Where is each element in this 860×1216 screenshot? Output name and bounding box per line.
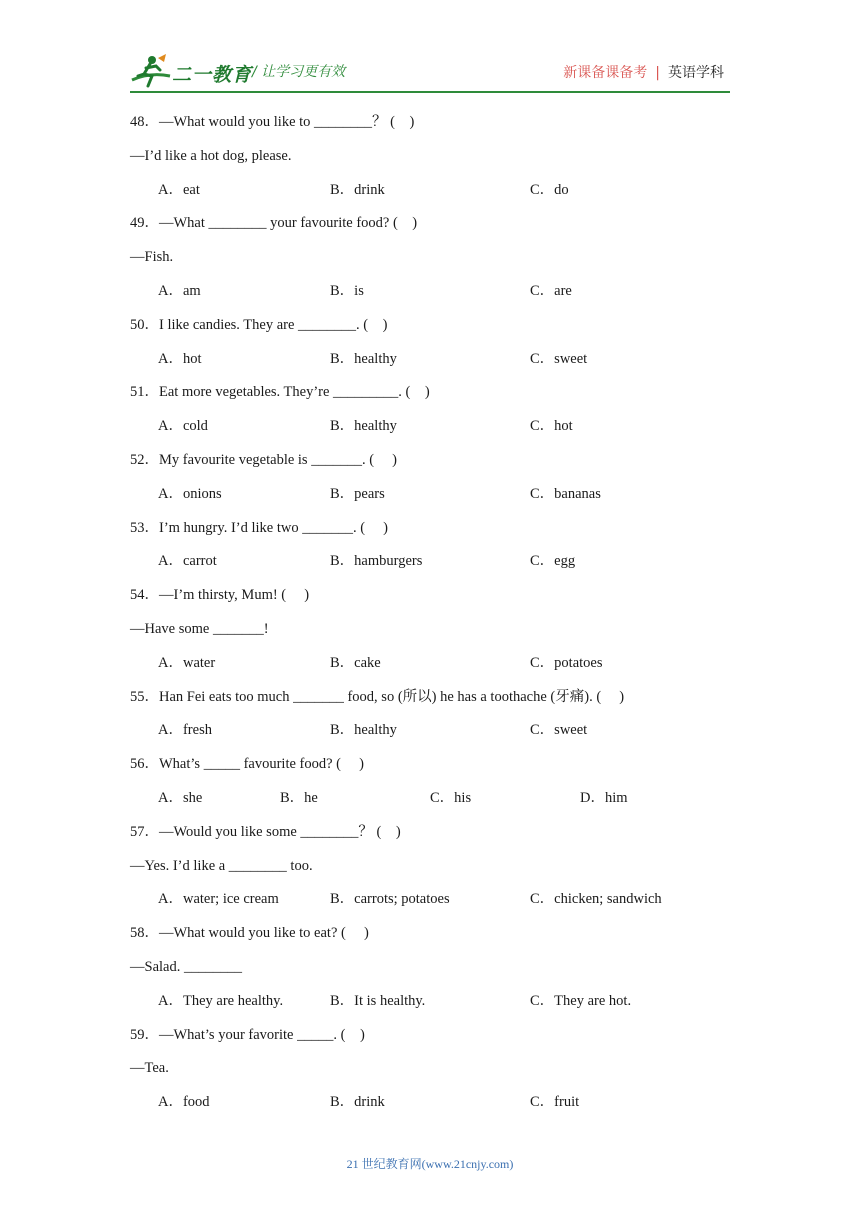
question-stem: 57．—Would you like some ________？ ( ) [130, 823, 401, 840]
answer-option: B．drink [330, 1094, 385, 1111]
answer-option: C．egg [530, 553, 576, 570]
answer-option: A．am [158, 283, 201, 299]
answer-option: D．him [580, 790, 628, 806]
question-stem: 53．I’m hungry. I’d like two _______. ( ) [130, 519, 389, 536]
question-stem: 55．Han Fei eats too much _______ food, so (所以) he has a toothache (牙痛). ( ) [130, 688, 625, 705]
answer-option: A．hot [158, 350, 202, 367]
answer-option: C．chicken; sandwich [530, 891, 662, 908]
question-stem: 49．—What ________ your favourite food? ( ) [130, 215, 418, 232]
answer-option: B．pears [330, 485, 385, 502]
answer-option: C．are [530, 283, 572, 299]
question-stem: 48．—What would you like to ________？ ( ) [130, 114, 415, 130]
question-stem: 50．I like candies. They are ________. ( ) [130, 316, 388, 333]
answer-option: A．water [158, 654, 216, 671]
answer-option: B．carrots; potatoes [330, 891, 450, 908]
answer-option: A．onions [158, 485, 222, 502]
answer-option: A．cold [158, 418, 208, 435]
answer-option: A．she [158, 790, 203, 806]
answer-option: B．hamburgers [330, 553, 423, 570]
answer-option: C．They are hot. [530, 992, 632, 1009]
question-stem: 51．Eat more vegetables. They’re _________. ( ) [130, 384, 430, 401]
answer-option: C．sweet [530, 350, 588, 367]
page-footer: 21 世纪教育网(www.21cnjy.com) [346, 1157, 514, 1171]
header-subject-label: 英语学科 [668, 65, 724, 81]
answer-option: C．fruit [530, 1094, 580, 1111]
answer-option: A．food [158, 1094, 210, 1111]
question-dialogue-line: —Yes. I’d like a ________ too. [130, 857, 313, 874]
answer-option: A．They are healthy. [158, 992, 284, 1009]
question-dialogue-line: —Have some _______! [130, 621, 269, 637]
answer-option: C．his [430, 790, 472, 806]
answer-option: A．water; ice cream [158, 891, 279, 908]
answer-option: C．do [530, 181, 569, 198]
question-stem: 52．My favourite vegetable is _______. ( ) [130, 452, 397, 468]
question-stem: 59．—What’s your favorite _____. ( ) [130, 1026, 365, 1043]
slogan: / 让学习更有效 [252, 64, 346, 80]
logo-text: 二一教育 [172, 65, 253, 86]
answer-option: B．cake [330, 654, 381, 671]
answer-option: A．eat [158, 181, 200, 198]
answer-option: B．he [280, 790, 318, 806]
answer-option: B．healthy [330, 418, 397, 435]
question-dialogue-line: —I’d like a hot dog, please. [130, 147, 292, 164]
answer-option: A．carrot [158, 553, 217, 570]
question-stem: 54．—I’m thirsty, Mum! ( ) [130, 587, 310, 604]
answer-option: B．is [330, 283, 364, 299]
answer-option: B．healthy [330, 722, 397, 739]
header-right [563, 62, 724, 82]
question-dialogue-line: —Fish. [130, 249, 174, 266]
header-course-label: 新课备课备考 [563, 65, 648, 81]
page-header [0, 0, 860, 100]
answer-option: C．sweet [530, 722, 588, 739]
answer-option: C．bananas [530, 485, 601, 502]
question-stem: 56．What’s _____ favourite food? ( ) [130, 756, 364, 773]
question-dialogue-line: —Salad. ________ [130, 959, 242, 975]
answer-option: B．It is healthy. [330, 992, 426, 1009]
header-separator: | [655, 65, 660, 81]
answer-option: A．fresh [158, 722, 212, 739]
answer-option: B．drink [330, 181, 385, 198]
question-dialogue-line: —Tea. [130, 1060, 169, 1077]
question-stem: 58．—What would you like to eat? ( ) [130, 925, 369, 942]
header-rule [130, 91, 730, 93]
answer-option: C．potatoes [530, 654, 603, 671]
answer-option: B．healthy [330, 350, 397, 367]
answer-option: C．hot [530, 418, 573, 435]
